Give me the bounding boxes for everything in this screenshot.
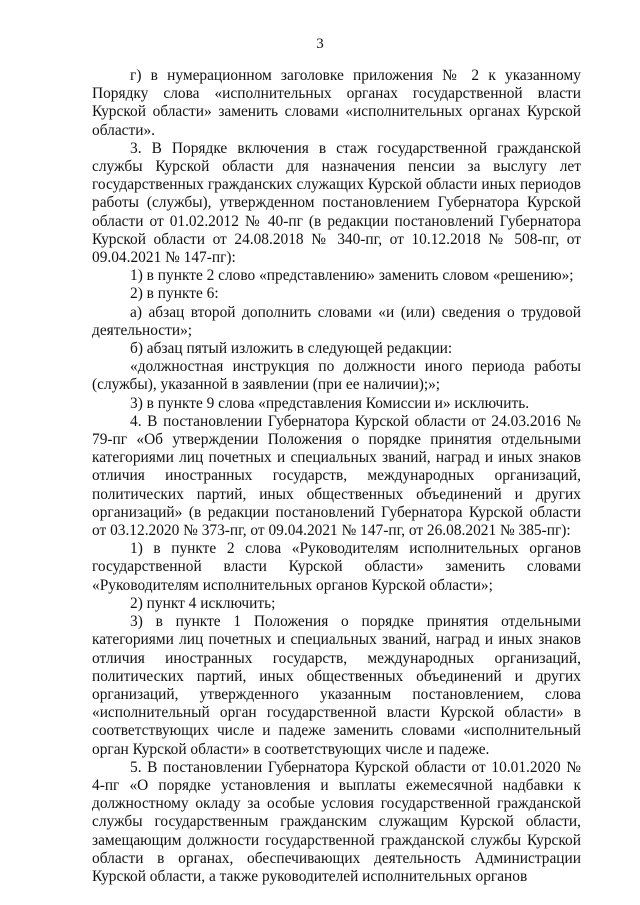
paragraph: 5. В постановлении Губернатора Курской области от 10.01.2020 № 4-пг «О порядке установления и выплаты ежемесячной надбавки к должностному окладу за особые условия государственной гражданской службы государственным гражданским служащим Курской области, замещающим должности государственной гражданской службы Курской области в органах, обеспечивающих деятельность Администрации Курской области, а также руководителей исполнительных органов [92, 758, 581, 885]
paragraph: 3) в пункте 1 Положения о порядке принятия отдельными категориями лиц почетных и специальных званий, наград и иных знаков отличия иностранных государств, международных организаций, политических партий, иных общественных объединений и других организаций, утвержденного указанным постановлением, слова «исполнительный орган государственной власти Курской области» в соответствующих числе и падеже заменить словами «исполнительный орган Курской области» в соответствующих числе и падеже. [92, 613, 581, 758]
paragraph: 1) в пункте 2 слово «представлению» заменить словом «решению»; [130, 267, 574, 285]
paragraph: 2) в пункте 6: [130, 285, 219, 303]
paragraph: а) абзац второй дополнить словами «и (или) сведения о трудовой деятельности»; [92, 303, 581, 339]
paragraph: б) абзац пятый изложить в следующей редакции: [130, 340, 453, 358]
paragraph: «должностная инструкция по должности иного периода работы (службы), указанной в заявлении (при ее наличии);»; [92, 358, 581, 394]
paragraph: 3) в пункте 9 слова «представления Комиссии и» исключить. [130, 394, 530, 412]
paragraph: 4. В постановлении Губернатора Курской области от 24.03.2016 № 79-пг «Об утверждении Положения о порядке принятия отдельными категориями лиц почетных и специальных званий, наград и иных знаков отличия иностранных государств, международных организаций, политических партий, иных общественных объединений и других организаций» (в редакции постановлений Губернатора Курской области от 03.12.2020 № 373-пг, от 09.04.2021 № 147-пг, от 26.08.2021 № 385-пг): [92, 412, 581, 540]
document-body [92, 67, 581, 886]
page-number: 3 [316, 36, 324, 52]
paragraph: г) в нумерационном заголовке приложения № 2 к указанному Порядку слова «исполнительных органах государственной власти Курской области» заменить словами «исполнительных органах Курской области». [92, 67, 581, 139]
paragraph: 1) в пункте 2 слова «Руководителям исполнительных органов государственной власти Курской области» заменить словами «Руководителям исполнительных органов Курской области»; [92, 540, 581, 594]
paragraph: 2) пункт 4 исключить; [130, 594, 276, 612]
paragraph: 3. В Порядке включения в стаж государственной гражданской службы Курской области для назначения пенсии за выслугу лет государственных гражданских служащих Курской области иных периодов работы (службы), утвержденном постановлением Губернатора Курской области от 01.02.2012 № 40-пг (в редакции постановлений Губернатора Курской области от 24.08.2018 № 340-пг, от 10.12.2018 № 508-пг, от 09.04.2021 № 147-пг): [92, 139, 581, 267]
